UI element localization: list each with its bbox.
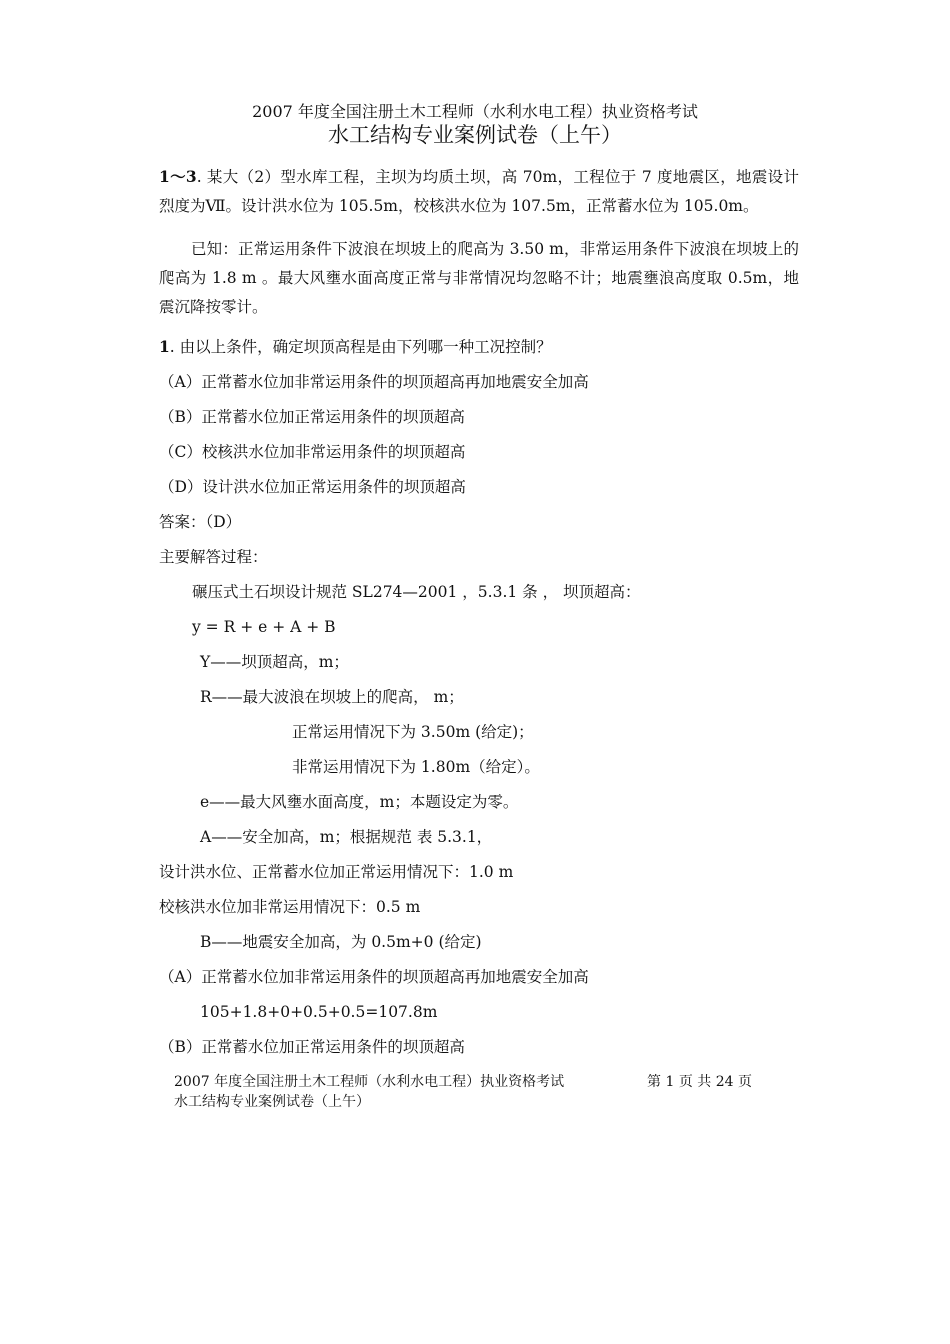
- answer: 答案：（D）: [159, 513, 242, 531]
- question-number: 1～3: [159, 167, 197, 186]
- question-1-text: . 由以上条件，确定坝顶高程是由下列哪一种工况控制？: [169, 338, 552, 356]
- r-abnormal-value: 非常运用情况下为 1.80m（给定）。: [292, 758, 540, 776]
- r-normal-value: 正常运用情况下为 3.50m (给定)；: [292, 723, 534, 741]
- a-definition: A——安全加高，m；根据规范 表 5.3.1，: [200, 828, 493, 846]
- option-d: （D）设计洪水位加正常运用条件的坝顶超高: [159, 478, 466, 496]
- exam-title: 2007 年度全国注册土木工程师（水利水电工程）执业资格考试: [252, 102, 698, 121]
- document-body: [159, 162, 799, 1071]
- formula: y = R + e + A + B: [192, 618, 336, 636]
- e-definition: e——最大风壅水面高度，m；本题设定为零。: [200, 793, 519, 811]
- solution-title: 主要解答过程：: [159, 548, 268, 566]
- case-b-title: （B）正常蓄水位加正常运用条件的坝顶超高: [159, 1038, 465, 1056]
- b-definition: B——地震安全加高，为 0.5m+0 (给定): [200, 933, 482, 951]
- spec-reference: 碾压式土石坝设计规范 SL274—2001 ，5.3.1 条 ， 坝顶超高：: [192, 583, 641, 601]
- a-abnormal-value: 校核洪水位加非常运用情况下：0.5 m: [159, 898, 421, 916]
- case-a-calculation: 105+1.8+0+0.5+0.5=107.8m: [200, 1003, 438, 1021]
- y-definition: Y——坝顶超高，m；: [200, 653, 349, 671]
- footer-paper-title: 水工结构专业案例试卷（上午）: [174, 1094, 370, 1110]
- question-intro: [159, 162, 799, 221]
- r-definition: R——最大波浪在坝坡上的爬高， m；: [200, 688, 464, 706]
- question-intro-text: . 某大（2）型水库工程，主坝为均质土坝，高 70m，工程位于 7 度地震区，地震设计烈度为Ⅶ。设计洪水位为 105.5m，校核洪水位为 107.5m，正常蓄水位为 105.0m。: [159, 168, 799, 215]
- option-a: （A）正常蓄水位加非常运用条件的坝顶超高再加地震安全加高: [159, 373, 589, 391]
- known-conditions: 已知：正常运用条件下波浪在坝坡上的爬高为 3.50 m，非常运用条件下波浪在坝坡上的爬高为 1.8 m 。最大风壅水面高度正常与非常情况均忽略不计；地震壅浪高度取 0.5m，地震沉降按零计。: [159, 240, 799, 316]
- case-a-title: （A）正常蓄水位加非常运用条件的坝顶超高再加地震安全加高: [159, 968, 589, 986]
- page-number: 第 1 页 共 24 页: [647, 1074, 752, 1090]
- footer-exam-title: 2007 年度全国注册土木工程师（水利水电工程）执业资格考试: [174, 1074, 565, 1090]
- option-b: （B）正常蓄水位加正常运用条件的坝顶超高: [159, 408, 465, 426]
- question-1: [159, 336, 799, 371]
- a-normal-value: 设计洪水位、正常蓄水位加正常运用情况下：1.0 m: [159, 863, 514, 881]
- option-c: （C）校核洪水位加非常运用条件的坝顶超高: [159, 443, 466, 461]
- page-footer: [174, 1072, 774, 1112]
- question-1-number: 1: [159, 337, 170, 356]
- paper-title: 水工结构专业案例试卷（上午）: [328, 123, 622, 147]
